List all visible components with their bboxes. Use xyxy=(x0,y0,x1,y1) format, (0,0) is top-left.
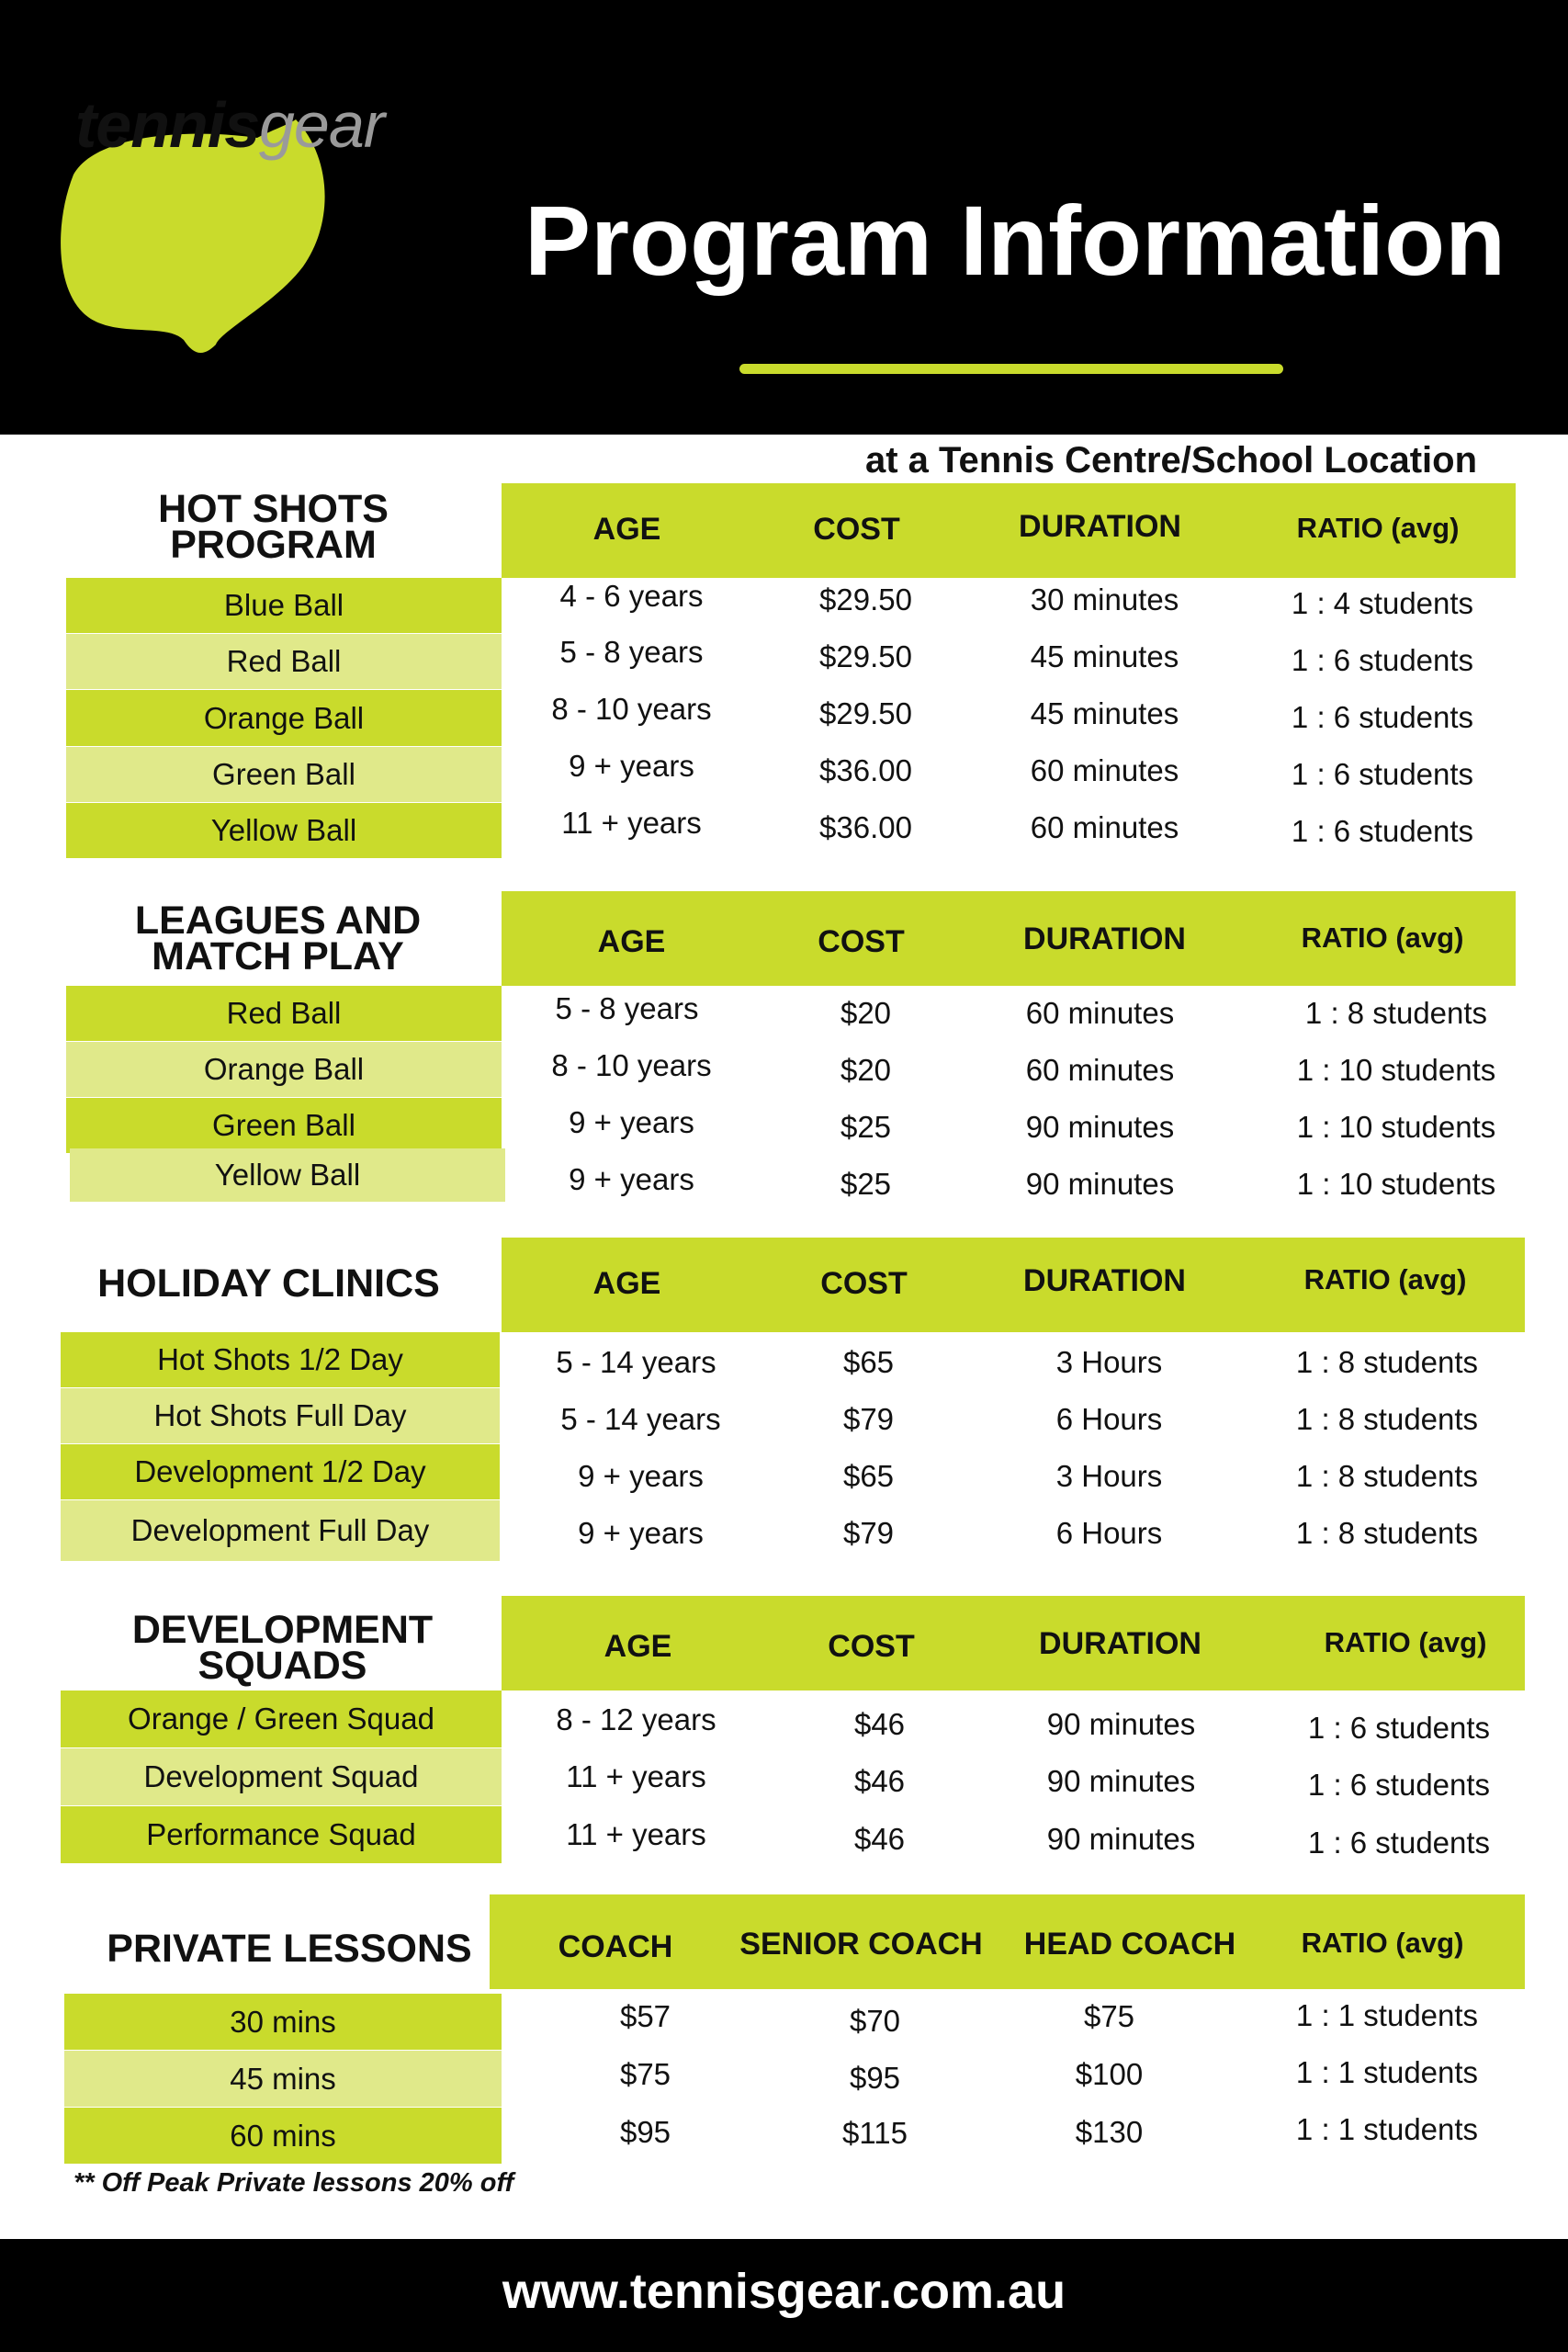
column-header-age: AGE xyxy=(597,924,666,959)
cell-ratio: 1 : 10 students xyxy=(1296,1167,1496,1201)
row-label: Red Ball xyxy=(66,634,502,689)
section-title-leagues xyxy=(64,899,491,978)
cell-age: 11 + years xyxy=(566,1817,706,1851)
cell-duration: 6 Hours xyxy=(1055,1516,1163,1550)
cell-ratio: 1 : 8 students xyxy=(1295,1345,1479,1379)
section-title-line: SQUADS xyxy=(197,1644,367,1688)
cell-age: 8 - 10 years xyxy=(551,1048,712,1082)
column-header-coach: COACH xyxy=(558,1929,673,1964)
cell-age: 5 - 14 years xyxy=(556,1345,716,1379)
column-header-senior-coach: SENIOR COACH xyxy=(739,1927,983,1962)
section-title-line: DEVELOPMENT xyxy=(131,1608,434,1652)
row-label: Red Ball xyxy=(66,986,502,1041)
section-title-line: PROGRAM xyxy=(170,523,377,567)
cell-duration: 90 minutes xyxy=(1046,1764,1196,1798)
cell-duration: 6 Hours xyxy=(1055,1402,1163,1436)
cell-age: 9 + years xyxy=(569,1162,694,1196)
cell-age: 4 - 6 years xyxy=(559,579,704,613)
cell-ratio: 1 : 8 students xyxy=(1295,1516,1479,1550)
cell-ratio: 1 : 1 students xyxy=(1295,2112,1479,2146)
row-label: Hot Shots Full Day xyxy=(61,1388,500,1443)
cell-duration: 30 minutes xyxy=(1030,582,1179,616)
cell-age: 5 - 8 years xyxy=(555,991,699,1025)
cell-duration: 45 minutes xyxy=(1030,696,1179,730)
section-title-line: HOLIDAY CLINICS xyxy=(97,1261,440,1306)
row-label: Yellow Ball xyxy=(70,1148,505,1202)
cell-duration: 60 minutes xyxy=(1025,996,1175,1030)
cell-coach: $57 xyxy=(619,1999,671,2033)
cell-age: 8 - 12 years xyxy=(556,1702,716,1736)
row-label: Green Ball xyxy=(66,1098,502,1153)
section-title-hot-shots xyxy=(64,487,482,567)
row-label: 60 mins xyxy=(64,2108,502,2164)
cell-duration: 90 minutes xyxy=(1025,1167,1175,1201)
website-link[interactable]: www.tennisgear.com.au xyxy=(502,2264,1066,2319)
row-label: 30 mins xyxy=(64,1994,502,2050)
section-title-development-squads xyxy=(69,1608,496,1688)
row-label: Development Full Day xyxy=(61,1500,500,1561)
cell-head-coach: $75 xyxy=(1083,1999,1135,2033)
cell-duration: 90 minutes xyxy=(1046,1707,1196,1741)
cell-age: 9 + years xyxy=(569,1105,694,1139)
cell-age: 5 - 14 years xyxy=(560,1402,721,1436)
row-label: Blue Ball xyxy=(66,578,502,633)
row-label: 45 mins xyxy=(64,2051,502,2107)
cell-senior-coach: $115 xyxy=(842,2116,908,2150)
column-header-cost: COST xyxy=(813,512,900,547)
cell-cost: $20 xyxy=(840,1053,892,1087)
cell-cost: $29.50 xyxy=(819,582,912,616)
logo-text-tennis: tennis xyxy=(75,89,260,161)
section-title-line: LEAGUES AND xyxy=(134,899,422,943)
row-label: Hot Shots 1/2 Day xyxy=(61,1332,500,1387)
cell-ratio: 1 : 1 students xyxy=(1295,2055,1479,2089)
cell-duration: 45 minutes xyxy=(1030,639,1179,673)
section-title-holiday-clinics xyxy=(64,1261,473,1306)
cell-age: 11 + years xyxy=(561,806,702,840)
column-header-ratio: RATIO (avg) xyxy=(1324,1626,1487,1658)
cell-cost: $29.50 xyxy=(819,696,912,730)
location-subtitle: at a Tennis Centre/School Location xyxy=(864,440,1477,481)
cell-ratio: 1 : 8 students xyxy=(1304,996,1488,1030)
column-header-age: AGE xyxy=(604,1629,672,1664)
cell-ratio: 1 : 6 students xyxy=(1307,1826,1491,1860)
cell-cost: $46 xyxy=(853,1822,906,1856)
cell-age: 11 + years xyxy=(566,1759,706,1793)
cell-duration: 3 Hours xyxy=(1055,1459,1163,1493)
column-header-duration: DURATION xyxy=(1023,1263,1186,1298)
cell-duration: 90 minutes xyxy=(1046,1822,1196,1856)
title-underline xyxy=(739,364,1283,374)
logo-text-gear: gear xyxy=(259,89,385,161)
section-title-line: PRIVATE LESSONS xyxy=(107,1927,472,1971)
cell-ratio: 1 : 1 students xyxy=(1295,1998,1479,2032)
column-header-age: AGE xyxy=(592,512,661,547)
cell-duration: 60 minutes xyxy=(1025,1053,1175,1087)
cell-coach: $75 xyxy=(619,2057,671,2091)
cell-duration: 3 Hours xyxy=(1055,1345,1163,1379)
cell-senior-coach: $95 xyxy=(849,2061,901,2095)
page-title: Program Information xyxy=(524,185,1506,296)
cell-cost: $25 xyxy=(840,1167,892,1201)
column-header-age: AGE xyxy=(592,1266,661,1301)
cell-ratio: 1 : 6 students xyxy=(1291,643,1474,677)
header-banner xyxy=(0,0,1568,435)
row-label: Green Ball xyxy=(66,747,502,802)
column-header-cost: COST xyxy=(828,1629,915,1664)
cell-senior-coach: $70 xyxy=(849,2004,901,2038)
cell-cost: $79 xyxy=(842,1516,895,1550)
cell-duration: 60 minutes xyxy=(1030,753,1179,787)
cell-ratio: 1 : 8 students xyxy=(1295,1402,1479,1436)
cell-ratio: 1 : 6 students xyxy=(1307,1768,1491,1802)
row-label: Development Squad xyxy=(61,1748,502,1805)
cell-coach: $95 xyxy=(619,2115,671,2149)
cell-ratio: 1 : 6 students xyxy=(1307,1711,1491,1745)
cell-age: 9 + years xyxy=(569,749,694,783)
row-label: Development 1/2 Day xyxy=(61,1444,500,1499)
cell-head-coach: $130 xyxy=(1075,2115,1144,2149)
column-header-cost: COST xyxy=(820,1266,908,1301)
cell-cost: $29.50 xyxy=(819,639,912,673)
cell-cost: $46 xyxy=(853,1707,906,1741)
row-label: Orange Ball xyxy=(66,690,502,746)
cell-ratio: 1 : 6 students xyxy=(1291,700,1474,734)
cell-cost: $20 xyxy=(840,996,892,1030)
row-label: Yellow Ball xyxy=(66,803,502,858)
off-peak-note: ** Off Peak Private lessons 20% off xyxy=(73,2168,514,2198)
cell-duration: 90 minutes xyxy=(1025,1110,1175,1144)
cell-age: 9 + years xyxy=(578,1516,704,1550)
cell-cost: $46 xyxy=(853,1764,906,1798)
cell-ratio: 1 : 10 students xyxy=(1296,1110,1496,1144)
column-header-ratio: RATIO (avg) xyxy=(1296,512,1460,544)
section-title-private-lessons xyxy=(78,1927,501,1971)
section-title-line: MATCH PLAY xyxy=(152,934,404,978)
column-header-duration: DURATION xyxy=(1019,509,1181,544)
column-header-ratio: RATIO (avg) xyxy=(1301,922,1464,954)
cell-cost: $25 xyxy=(840,1110,892,1144)
cell-duration: 60 minutes xyxy=(1030,810,1179,844)
column-header-ratio: RATIO (avg) xyxy=(1301,1927,1464,1959)
cell-cost: $65 xyxy=(842,1345,895,1379)
cell-age: 5 - 8 years xyxy=(559,635,704,669)
column-header-duration: DURATION xyxy=(1023,922,1186,956)
row-label: Orange / Green Squad xyxy=(61,1690,502,1747)
cell-cost: $79 xyxy=(842,1402,895,1436)
column-header-duration: DURATION xyxy=(1039,1626,1201,1661)
cell-ratio: 1 : 10 students xyxy=(1296,1053,1496,1087)
cell-age: 9 + years xyxy=(578,1459,704,1493)
row-label: Performance Squad xyxy=(61,1806,502,1863)
cell-ratio: 1 : 6 students xyxy=(1291,757,1474,791)
column-header-head-coach: HEAD COACH xyxy=(1023,1927,1236,1962)
cell-ratio: 1 : 6 students xyxy=(1291,814,1474,848)
section-title-line: HOT SHOTS xyxy=(158,487,389,531)
cell-ratio: 1 : 8 students xyxy=(1295,1459,1479,1493)
cell-cost: $36.00 xyxy=(819,753,912,787)
cell-ratio: 1 : 4 students xyxy=(1291,586,1474,620)
cell-head-coach: $100 xyxy=(1075,2057,1144,2091)
column-header-ratio: RATIO (avg) xyxy=(1303,1263,1467,1295)
column-header-cost: COST xyxy=(818,924,905,959)
row-label: Orange Ball xyxy=(66,1042,502,1097)
cell-age: 8 - 10 years xyxy=(551,692,712,726)
cell-cost: $65 xyxy=(842,1459,895,1493)
cell-cost: $36.00 xyxy=(819,810,912,844)
